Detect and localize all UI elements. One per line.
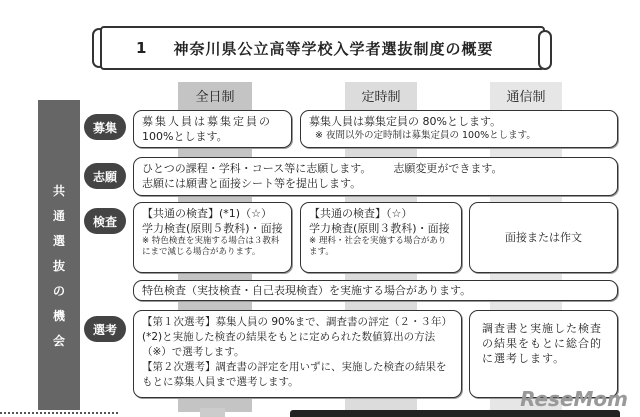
kensa-full-box xyxy=(133,202,292,273)
column-header-part: 定時制 xyxy=(361,89,401,105)
box-text: 特色検査（実技検査・自己表現検査）を実施する場合があります。 xyxy=(142,284,472,297)
sidebar-char: 共 xyxy=(52,184,65,198)
sidebar-char: 選 xyxy=(52,234,65,248)
sidebar-char: 会 xyxy=(52,334,65,348)
box-text: 学力検査(原則３教科)・面接 xyxy=(309,222,450,235)
sidebar-char: 抜 xyxy=(52,259,65,273)
box-text: 募集人員は募集定員の xyxy=(142,115,272,128)
divider-dotted xyxy=(0,412,118,414)
box-text: 募集人員は募集定員の 80%とします。 xyxy=(309,115,502,128)
box-text: 学力検査(原則５教科)・面接 xyxy=(142,222,283,235)
box-text: 【共通の検査】(*1)（☆） xyxy=(142,207,272,220)
box-text: 【第１次選考】募集人員の 90%まで、調査書の評定（２・３年）(*2)と実施した検査の結果をもとに定められた数値算出の方法（※）で選考します。 xyxy=(142,316,452,358)
box-text: ひとつの課程・学科・コース等に志願します。 xyxy=(142,162,372,175)
row-label-boshu: 募集 xyxy=(84,114,126,140)
stripe-fragment xyxy=(200,408,225,417)
box-note: ※ 理科・社会を実施する場合があります。 xyxy=(309,236,447,257)
row-label-shigan: 志願 xyxy=(84,163,126,189)
box-text: 【第２次選考】調査書の評定を用いずに、実施した検査の結果をもとに募集人員まで選考します。 xyxy=(142,361,447,388)
page-title xyxy=(100,26,545,70)
box-note: ※ 特色検査を実施する場合は３教科にまで減じる場合があります。 xyxy=(142,236,280,257)
sidebar-char: の xyxy=(52,284,65,298)
senko-corr-box xyxy=(469,310,618,398)
kensa-corr-box xyxy=(469,202,618,273)
box-note: ※ 夜間以外の定時制は募集定員の 100%とします。 xyxy=(315,130,536,141)
row-label-kensa: 検査 xyxy=(84,208,126,234)
boshu-full-box xyxy=(133,110,292,148)
row-label-senko: 選考 xyxy=(84,316,126,342)
box-text: 面接または作文 xyxy=(505,231,582,244)
shigan-box xyxy=(133,157,618,196)
box-text: 【共通の検査】（☆） xyxy=(309,207,413,220)
sidebar-common-selection xyxy=(38,100,80,410)
sidebar-char: 機 xyxy=(52,309,65,323)
kensa-part-box xyxy=(300,202,462,273)
watermark-logo: ReseMom xyxy=(520,387,628,411)
box-text: 志願には願書と面接シート等を提出します。 xyxy=(142,177,362,190)
tokushoku-box xyxy=(133,280,618,301)
box-text: 100%とします。 xyxy=(142,130,228,143)
column-header-corr: 通信制 xyxy=(506,89,546,105)
title-number: 1 xyxy=(136,39,148,57)
senko-main-box xyxy=(133,310,462,398)
column-header-full: 全日制 xyxy=(195,89,235,105)
next-box-edge xyxy=(290,410,620,417)
scroll-curl-right xyxy=(538,30,552,70)
boshu-part-box xyxy=(300,110,618,148)
box-text: 志願変更ができます。 xyxy=(393,162,503,175)
title-text: 神奈川県公立高等学校入学者選抜制度の概要 xyxy=(173,39,494,58)
box-text: 調査書と実施した検査の結果をもとに総合的に選考します。 xyxy=(482,322,602,365)
sidebar-char: 通 xyxy=(52,209,65,223)
